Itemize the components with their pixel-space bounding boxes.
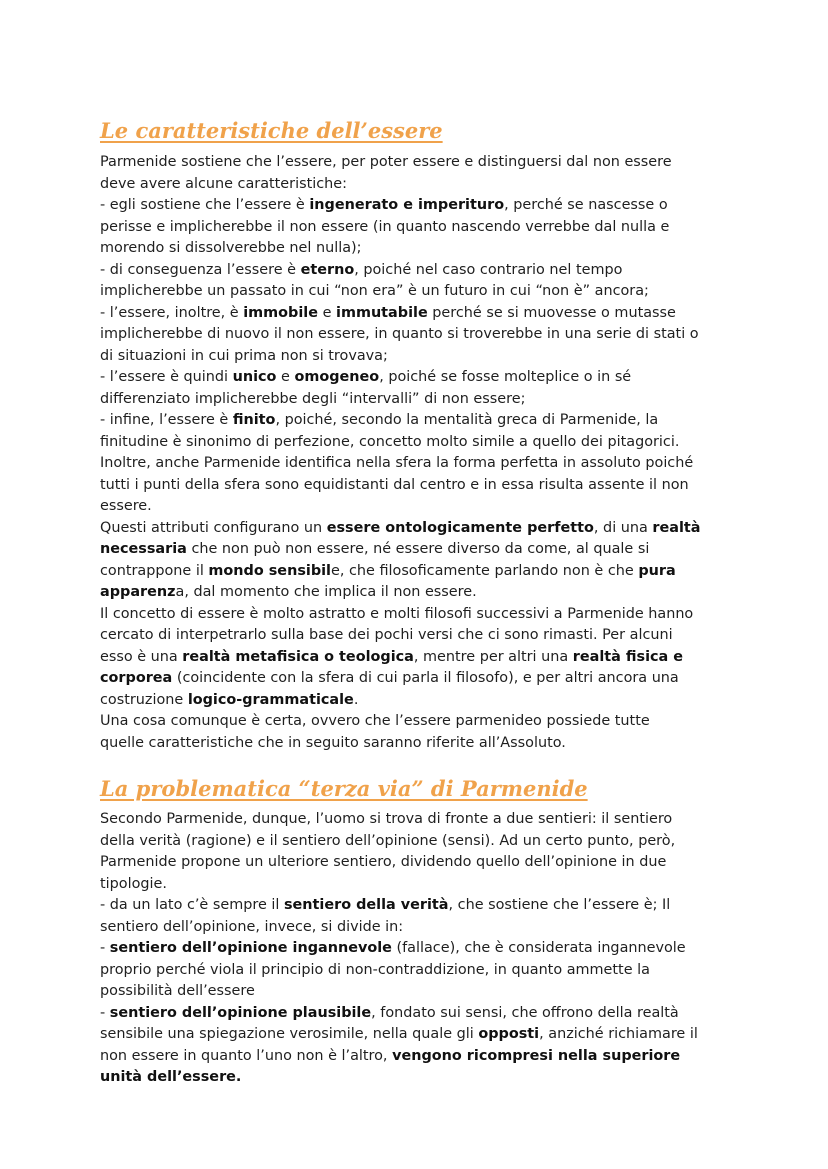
text-run: che non può non essere, né essere diverso da come, al quale si [186,541,650,557]
text-line [100,152,750,174]
text-line [100,604,750,626]
text-run: Secondo Parmenide, dunque, l’uomo si trova di fronte a due sentieri: il sentiero [100,811,673,827]
text-run: e [276,369,295,385]
text-run: non essere in quanto l’uno non è l’altro, [100,1047,393,1064]
text-run: cercato di interpetrarlo sulla base dei pochi versi che ci sono rimasti. Per alcuni [100,627,673,643]
text-run: Parmenide propone un ulteriore sentiero, dividendo quello dell’opinione in due [100,854,667,870]
section-body-terza-via [100,809,750,1089]
text-run: , che sostiene che l’essere è; Il [448,897,671,913]
text-run: , poiché se fosse molteplice o in sé [379,369,632,385]
text-line [100,733,750,755]
text-line [100,852,750,874]
text-run: e [318,304,337,321]
bold-phrase: opposti [478,1026,540,1042]
bold-phrase: unità dell’essere. [100,1069,242,1085]
text-line [100,625,750,647]
bold-phrase: immobile [243,304,318,321]
text-run: differenziato implicherebbe degli “intervalli” di non essere; [100,390,526,407]
text-run: contrappone il [100,562,209,579]
text-run: quelle caratteristiche che in seguito saranno riferite all’Assoluto. [100,734,566,751]
text-run: perché se si muovesse o mutasse [427,304,676,321]
section-title-caratteristiche: Le caratteristiche dell’essere [100,118,443,143]
text-run: - l’essere, inoltre, è [100,304,244,321]
text-run: (coincidente con la sfera di cui parla il filosofo), e per altri ancora una [172,670,679,686]
text-run: deve avere alcune caratteristiche: [100,175,347,192]
bold-phrase: immutabile [336,304,428,321]
text-run: , poiché nel caso contrario nel tempo [354,261,623,278]
text-run: - di conseguenza l’essere è [100,261,301,278]
text-run: e, che filosoficamente parlando non è che [330,562,639,579]
text-line [100,539,750,561]
text-run: - egli sostiene che l’essere è [100,197,310,213]
text-line [100,582,750,604]
text-line [100,668,750,690]
section-title-terza-via: La problematica “terza via” di Parmenide [100,776,588,801]
text-line [100,217,750,239]
text-line [100,410,750,432]
text-run: , fondato sui sensi, che offrono della realtà [371,1004,679,1021]
text-line [100,917,750,939]
text-run: , di una [593,519,653,536]
text-line [100,475,750,497]
text-line [100,831,750,853]
text-line [100,938,750,960]
text-line [100,238,750,260]
text-line [100,874,750,896]
text-run: Una cosa comunque è certa, ovvero che l’essere parmenideo possiede tutte [100,713,650,729]
text-line [100,303,750,325]
bold-phrase: realtà metafisica o teologica [182,648,414,665]
text-line [100,809,750,831]
bold-phrase: sentiero della verità [283,897,449,913]
text-run: (fallace), che è considerata ingannevole [391,940,686,956]
text-run: morendo si dissolverebbe nel nulla); [100,240,362,256]
text-line [100,195,750,217]
text-line [100,260,750,282]
text-run: tutti i punti della sfera sono equidistanti dal centro e in essa risulta assente il non [100,476,689,493]
bold-phrase: ingenerato e imperituro [309,197,505,213]
bold-phrase: necessaria [100,541,187,557]
text-line [100,690,750,712]
text-line [100,432,750,454]
text-run: Il concetto di essere è molto astratto e molti filosofi successivi a Parmenide hanno [100,605,694,622]
text-line [100,1067,750,1089]
text-line [100,711,750,733]
text-run: sensibile una spiegazione verosimile, nella quale gli [100,1026,479,1042]
text-line [100,496,750,518]
text-run: - [100,940,110,956]
bold-phrase: realtà fisica e [572,648,684,665]
text-line [100,324,750,346]
bold-phrase: corporea [100,670,173,686]
text-line [100,895,750,917]
text-run: - l’essere è quindi [100,369,233,385]
text-run: Questi attributi configurano un [100,519,327,536]
text-run: proprio perché viola il principio di non-contraddizione, in quanto ammette la [100,961,650,978]
text-line [100,389,750,411]
text-line [100,1046,750,1068]
text-line [100,981,750,1003]
bold-phrase: pura [638,562,676,579]
text-run: perisse e implicherebbe il non essere (in quanto nascendo verrebbe dal nulla e [100,218,670,235]
bold-phrase: apparenz [100,584,176,600]
text-run: , anziché richiamare il [539,1026,698,1042]
bold-phrase: omogeneo [294,369,380,385]
text-run: , perché se nascesse o [504,197,668,213]
text-run: , mentre per altri una [413,648,573,665]
text-line [100,561,750,583]
bold-phrase: finito [232,412,276,428]
bold-phrase: eterno [300,261,355,278]
bold-phrase: unico [232,369,277,385]
text-run: Parmenide sostiene che l’essere, per poter essere e distinguersi dal non essere [100,154,672,170]
text-run: tipologie. [100,875,167,892]
text-run: - da un lato c’è sempre il [100,897,284,913]
text-line [100,453,750,475]
text-line [100,960,750,982]
text-run: , poiché, secondo la mentalità greca di Parmenide, la [275,412,659,428]
text-run: . [353,691,359,708]
bold-phrase: sentiero dell’opinione plausibile [109,1004,372,1021]
bold-phrase: logico-grammaticale [187,691,354,708]
text-line [100,367,750,389]
text-line [100,518,750,540]
text-run: finitudine è sinonimo di perfezione, concetto molto simile a quello dei pitagorici. [100,433,680,450]
text-run: sentiero dell’opinione, invece, si divide in: [100,918,404,935]
text-run: - [100,1004,110,1021]
text-line [100,346,750,368]
text-run: possibilità dell’essere [100,983,255,999]
text-run: esso è una [100,648,183,665]
bold-phrase: realtà [652,519,701,536]
text-run: implicherebbe un passato in cui “non era” è un futuro in cui “non è” ancora; [100,283,649,299]
bold-phrase: essere ontologicamente perfetto [326,519,594,536]
bold-phrase: sentiero dell’opinione ingannevole [109,940,392,956]
section-body-caratteristiche [100,152,750,754]
text-run: costruzione [100,691,188,708]
text-run: essere. [100,498,152,514]
text-line [100,647,750,669]
text-line [100,281,750,303]
text-run: a, dal momento che implica il non essere. [175,584,477,600]
text-run: della verità (ragione) e il sentiero dell’opinione (sensi). Ad un certo punto, però, [100,832,676,849]
text-line [100,174,750,196]
text-line [100,1003,750,1025]
text-run: implicherebbe di nuovo il non essere, in quanto si troverebbe in una serie di stati o [100,326,699,342]
text-run: Inoltre, anche Parmenide identifica nella sfera la forma perfetta in assoluto poiché [100,455,694,471]
text-line [100,1024,750,1046]
bold-phrase: mondo sensibil [208,562,331,579]
text-run: - infine, l’essere è [100,412,233,428]
text-run: di situazioni in cui prima non si trovava; [100,347,388,364]
bold-phrase: vengono ricompresi nella superiore [392,1047,681,1064]
